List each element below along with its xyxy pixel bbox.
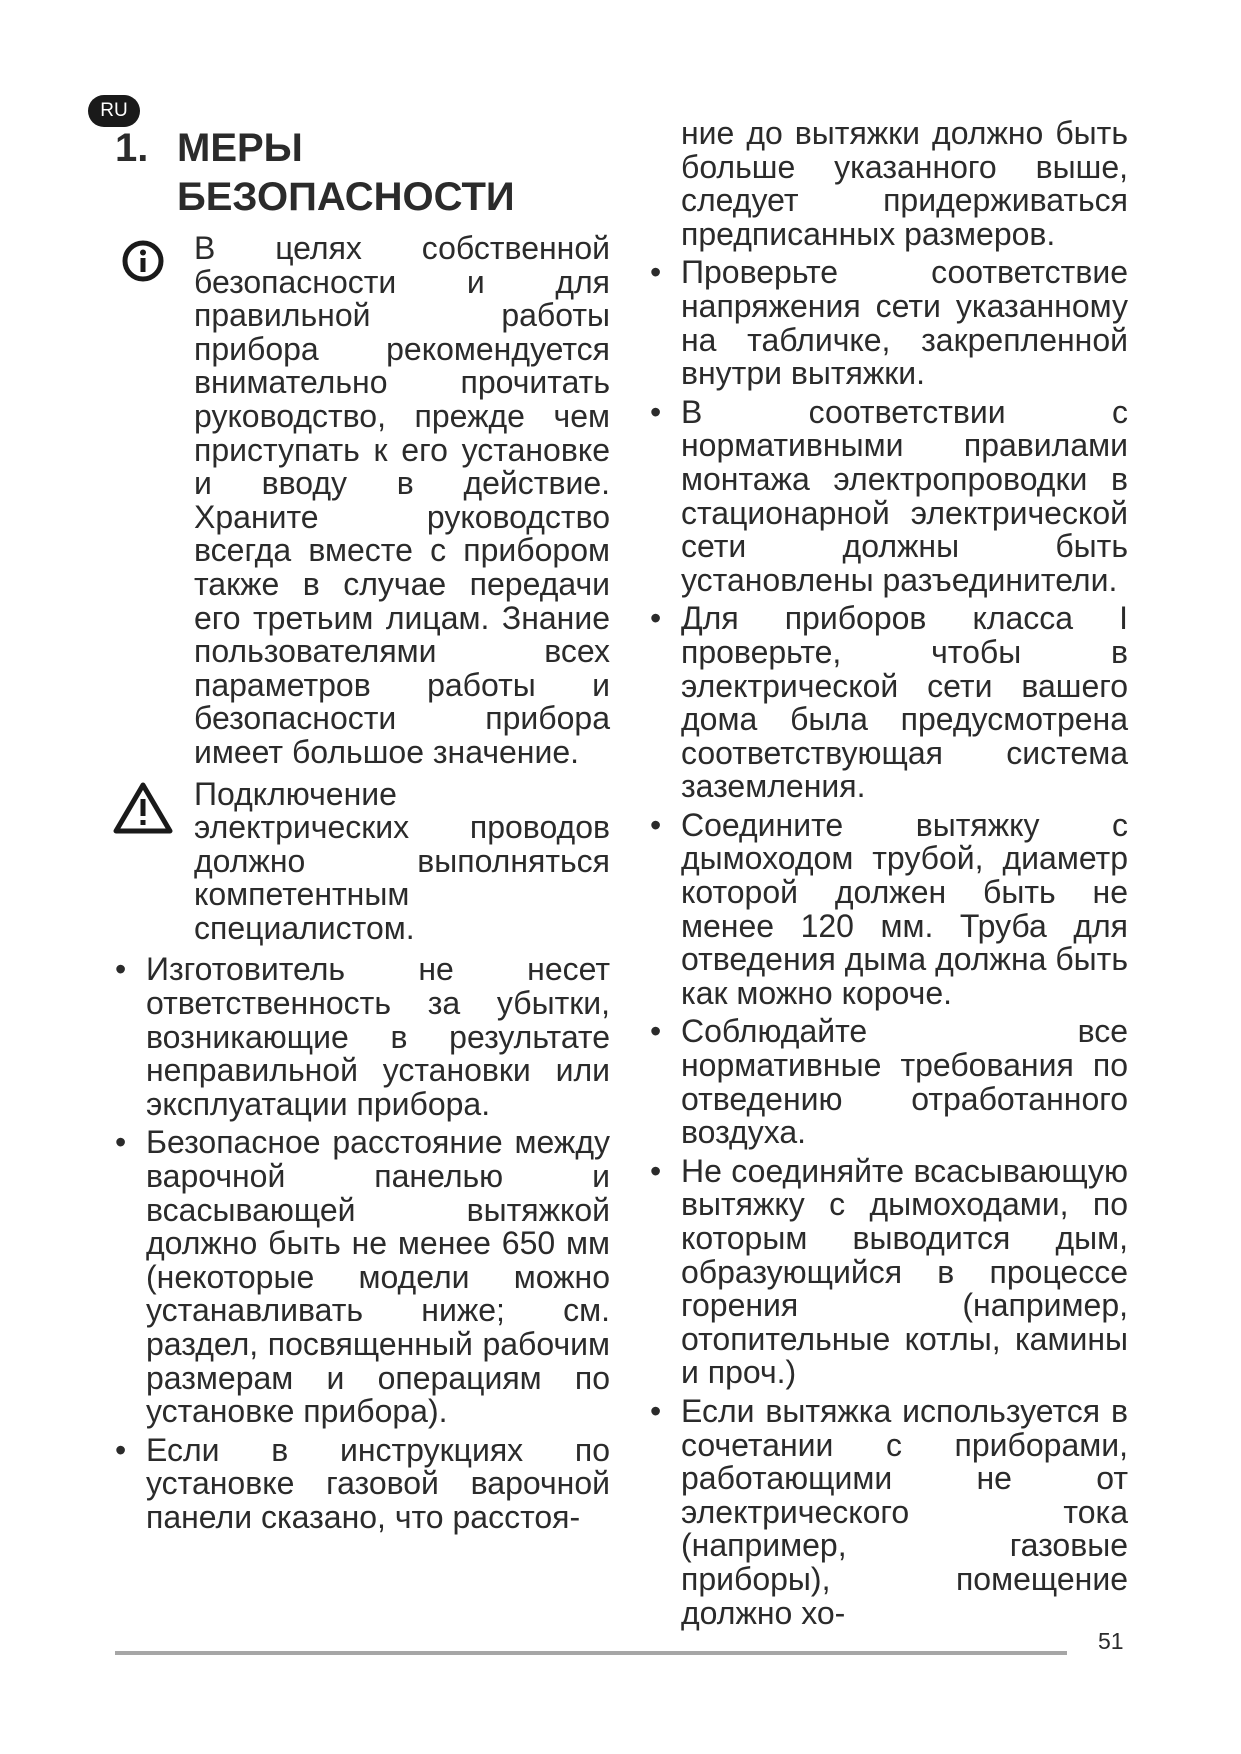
- list-item-text: В соответствии с нормативными правилами монтажа электропроводки в стационарной электрической сети должны быть установлены разъединители.: [681, 393, 1128, 598]
- bullet-dot: •: [650, 600, 662, 637]
- bullet-dot: •: [115, 1431, 127, 1468]
- continued-paragraph: [650, 117, 1128, 251]
- page-title: [115, 124, 515, 222]
- list-item-text: Не соединяйте всасывающую вытяжку с дымоходами, по которым выводится дым, образующийся в процессе горения (например, отопительные котлы, камины и проч.): [681, 1152, 1128, 1391]
- language-badge: RU: [88, 95, 140, 127]
- list-item: [650, 1392, 1128, 1631]
- list-item-text: Если в инструкциях по установке газовой варочной панели сказано, что расстоя-: [146, 1431, 610, 1535]
- warning-notice: [115, 775, 610, 946]
- list-item: [115, 953, 610, 1121]
- list-item-text: Если вытяжка используется в сочетании с приборами, работающими не от электрического тока (например, газовые приборы), помещение должно хо-: [681, 1392, 1128, 1631]
- warning-notice-text: Подключение электрических проводов должно выполняться компетентным специалистом.: [194, 775, 610, 946]
- list-item: [650, 602, 1128, 804]
- bullet-dot: •: [650, 1392, 662, 1429]
- list-item-text: Безопасное расстояние между варочной панелью и всасывающей вытяжкой должно быть не менее 650 мм (некоторые модели можно устанавливать ниже; см. раздел, посвященный рабочим размерам и операциям по установке прибора).: [146, 1124, 610, 1430]
- info-circle-icon: [121, 239, 165, 288]
- warning-triangle-icon: [112, 781, 174, 840]
- list-item-text: Соедините вытяжку с дымоходом трубой, диаметр которой должен быть не менее 120 мм. Труба для отведения дыма должна быть как можно короче.: [681, 806, 1128, 1011]
- list-item-text: Проверьте соответствие напряжения сети указанному на табличке, закрепленной внутри вытяжки.: [681, 254, 1128, 392]
- bullet-dot: •: [115, 1124, 127, 1161]
- bullet-dot: •: [650, 393, 662, 430]
- list-item: [650, 806, 1128, 1011]
- footer-divider: [115, 1651, 1067, 1655]
- title-line-2: БЕЗОПАСНОСТИ: [177, 175, 515, 219]
- list-item: [115, 1431, 610, 1535]
- bullet-dot: •: [650, 254, 662, 291]
- right-column: [650, 117, 1128, 1635]
- bullet-dot: •: [650, 806, 662, 843]
- list-item-text: Изготовитель не несет ответственность за убытки, возникающие в результате неправильной установки или эксплуатации прибора.: [146, 951, 610, 1122]
- bullet-dot: •: [650, 1152, 662, 1189]
- section-number: 1.: [115, 126, 149, 170]
- bullet-dot: •: [115, 951, 127, 988]
- list-item: [650, 1152, 1128, 1391]
- continued-paragraph-text: ние до вытяжки должно быть больше указанного выше, следует придерживаться предписанных размеров.: [681, 115, 1128, 252]
- info-notice-text: В целях собственной безопасности и для правильной работы прибора рекомендуется внимательно прочитать руководство, прежде чем приступать к его установке и вводу в действие. Храните руководство всегда вместе с прибором также в случае передачи его третьим лицам. Знание пользователями всех параметров работы и безопасности прибора имеет большое значение.: [194, 230, 610, 770]
- bullet-dot: •: [650, 1013, 662, 1050]
- page-number: 51: [1098, 1628, 1124, 1654]
- list-item: [115, 1126, 610, 1428]
- list-item: [650, 1015, 1128, 1149]
- info-notice: [115, 232, 610, 770]
- list-item-text: Для приборов класса I проверьте, чтобы в электрической сети вашего дома была предусмотрена соответствующая система заземления.: [681, 600, 1128, 805]
- list-item: [650, 256, 1128, 390]
- title-line-1: МЕРЫ: [177, 126, 303, 170]
- left-column: [115, 232, 610, 1540]
- list-item: [650, 393, 1128, 598]
- list-item-text: Соблюдайте все нормативные требования по отведению отработанного воздуха.: [681, 1013, 1128, 1151]
